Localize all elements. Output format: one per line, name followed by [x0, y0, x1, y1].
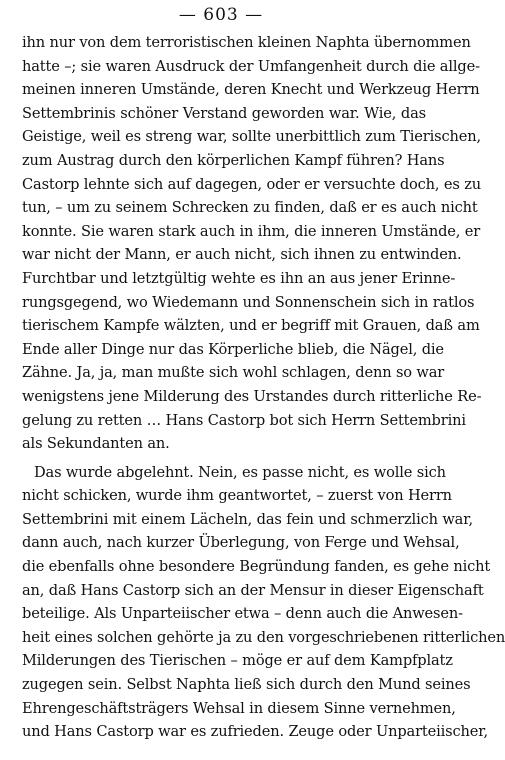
text-line: zugegen sein. Selbst Naphta ließ sich durch den Mund seines — [22, 676, 471, 694]
paragraph-1 — [22, 31, 482, 456]
body-text — [22, 31, 505, 744]
text-line: die ebenfalls ohne besondere Begründung fanden, es gehe nicht — [22, 558, 491, 576]
text-line: dann auch, nach kurzer Überlegung, von Ferge und Wehsal, — [22, 534, 460, 552]
text-line: Geistige, weil es streng war, sollte unerbittlich zum Tierischen, — [22, 128, 481, 146]
text-line: Settembrinis schöner Verstand geworden war. Wie, das — [22, 104, 426, 122]
text-line: konnte. Sie waren stark auch in ihm, die inneren Umstände, er — [22, 222, 481, 240]
text-line: tun, – um zu seinem Schrecken zu finden, daß er es auch nicht — [22, 199, 478, 217]
text-line: beteilige. Als Unparteiischer etwa – denn auch die Anwesen- — [22, 605, 463, 623]
text-line: heit eines solchen gehörte ja zu den vorgeschriebenen ritterlichen — [22, 628, 505, 646]
text-line: Milderungen des Tierischen – möge er auf dem Kampfplatz — [22, 652, 453, 670]
text-line: meinen inneren Umstände, deren Knecht und Werkzeug Herrn — [22, 81, 480, 99]
text-line: Das wurde abgelehnt. Nein, es passe nicht, es wolle sich — [34, 463, 446, 481]
text-line: war nicht der Mann, er auch nicht, sich ihnen zu entwinden. — [22, 246, 462, 264]
text-line: gelung zu retten … Hans Castorp bot sich Herrn Settembrini — [22, 411, 466, 429]
text-line: Zähne. Ja, ja, man mußte sich wohl schlagen, denn so war — [22, 364, 445, 382]
text-line: zum Austrag durch den körperlichen Kampf führen? Hans — [22, 151, 445, 169]
text-line: Settembrini mit einem Lächeln, das fein und schmerzlich war, — [22, 510, 473, 528]
text-line: als Sekundanten an. — [22, 435, 170, 453]
text-line: rungsgegend, wo Wiedemann und Sonnenschein sich in ratlos — [22, 293, 475, 311]
text-line: an, daß Hans Castorp sich an der Mensur in dieser Eigenschaft — [22, 581, 484, 599]
text-line: und Hans Castorp war es zufrieden. Zeuge oder Unparteiischer, — [22, 723, 488, 741]
text-line: Ende aller Dinge nur das Körperliche blieb, die Nägel, die — [22, 340, 444, 358]
text-line: wenigstens jene Milderung des Urstandes durch ritterliche Re- — [22, 387, 482, 405]
page-number: — 603 — — [178, 5, 264, 25]
text-line: hatte –; sie waren Ausdruck der Umfangenheit durch die allge- — [22, 57, 480, 75]
text-line: Ehrengeschäftsträgers Wehsal in diesem Sinne vernehmen, — [22, 699, 456, 717]
text-line: ihn nur von dem terroristischen kleinen Naphta übernommen — [22, 34, 471, 51]
text-line: tierischem Kampfe wälzten, und er begriff mit Grauen, daß am — [22, 317, 480, 335]
paragraph-2 — [22, 461, 505, 744]
text-line: nicht schicken, wurde ihm geantwortet, – zuerst von Herrn — [22, 487, 452, 505]
text-line: Castorp lehnte sich auf dagegen, oder er versuchte doch, es zu — [22, 175, 482, 193]
text-line: Furchtbar und letztgültig wehte es ihn an aus jener Erinne- — [22, 269, 456, 287]
